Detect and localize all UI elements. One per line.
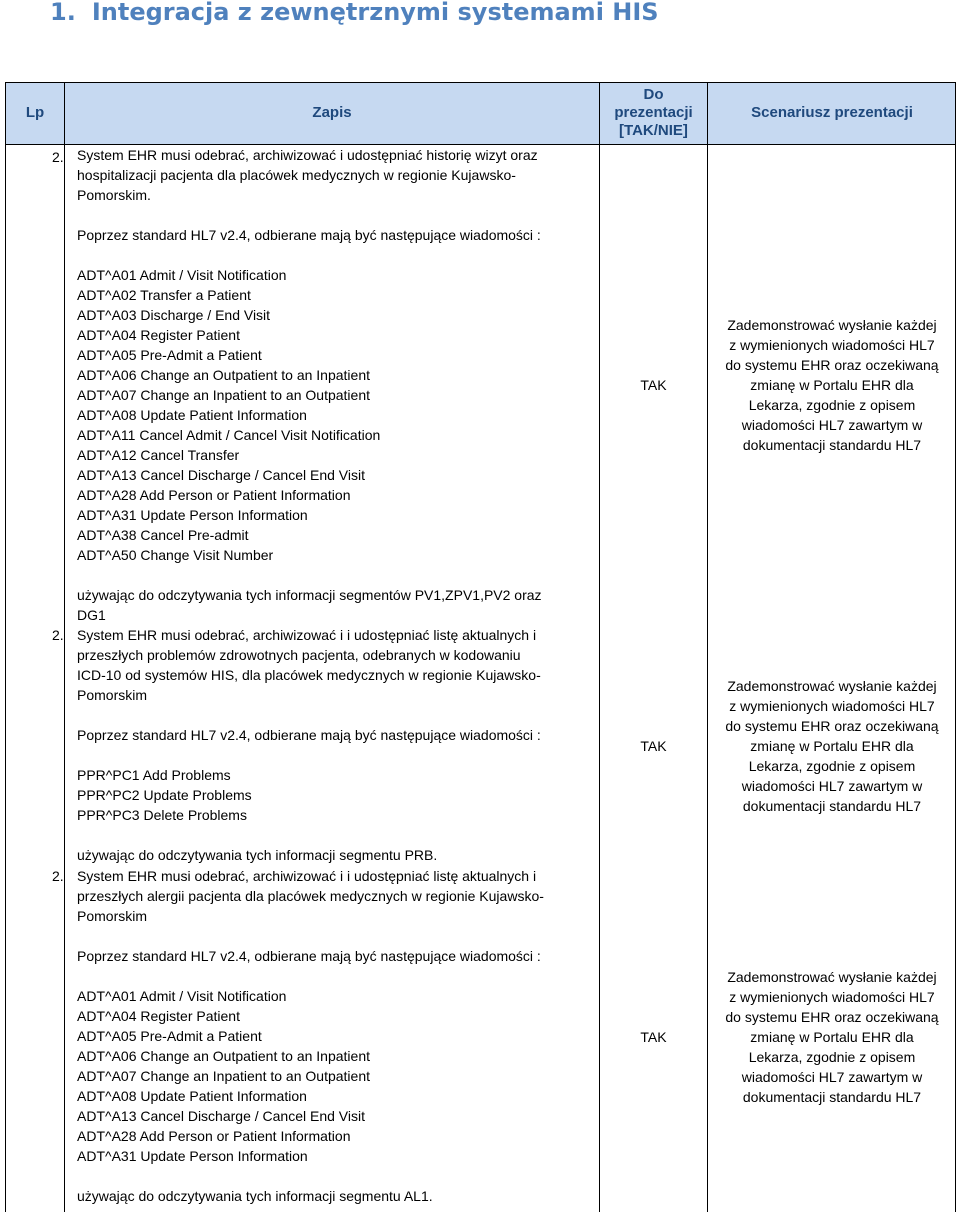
scenario-line: do systemu EHR oraz oczekiwaną bbox=[725, 357, 939, 373]
description-line: ADT^A04 Register Patient bbox=[77, 327, 240, 343]
scenario-line: zmianę w Portalu EHR dla bbox=[750, 1029, 914, 1045]
scenario-line: Zademonstrować wysłanie każdej bbox=[727, 317, 937, 333]
description-line: ADT^A04 Register Patient bbox=[77, 1008, 240, 1024]
scenario-text bbox=[710, 676, 954, 816]
header-do-prezentacji bbox=[600, 86, 707, 140]
description-line: hospitalizacji pacjenta dla placówek medycznych w regionie Kujawsko- bbox=[77, 167, 516, 183]
description-line: ADT^A13 Cancel Discharge / Cancel End Visit bbox=[77, 467, 365, 483]
scenario-line: do systemu EHR oraz oczekiwaną bbox=[725, 1009, 939, 1025]
row-description bbox=[77, 145, 542, 625]
scenario-line: Lekarza, zgodnie z opisem bbox=[748, 397, 916, 413]
scenario-line: wiadomości HL7 zawartym w bbox=[741, 417, 923, 433]
scenario-line: zmianę w Portalu EHR dla bbox=[750, 738, 914, 754]
description-line: ADT^A06 Change an Outpatient to an Inpatient bbox=[77, 1048, 370, 1064]
description-line: używając do odczytywania tych informacji segmentu PRB. bbox=[77, 847, 438, 863]
section-number: 1. bbox=[50, 0, 76, 26]
description-line bbox=[77, 705, 541, 725]
row-number: 2. bbox=[52, 868, 64, 884]
description-line: Poprzez standard HL7 v2.4, odbierane mają być następujące wiadomości : bbox=[77, 948, 541, 964]
scenario-line: do systemu EHR oraz oczekiwaną bbox=[725, 718, 939, 734]
description-line bbox=[77, 1166, 544, 1186]
scenario-line: z wymienionych wiadomości HL7 bbox=[729, 337, 935, 353]
description-line bbox=[77, 926, 544, 946]
scenario-line: z wymienionych wiadomości HL7 bbox=[729, 989, 935, 1005]
description-line: ADT^A38 Cancel Pre-admit bbox=[77, 527, 249, 543]
header-do-prezentacji-line: [TAK/NIE] bbox=[619, 122, 688, 139]
scenario-line: Zademonstrować wysłanie każdej bbox=[727, 678, 937, 694]
scenario-line: z wymienionych wiadomości HL7 bbox=[729, 698, 935, 714]
scenario-text bbox=[710, 967, 954, 1107]
description-line: ADT^A03 Discharge / End Visit bbox=[77, 307, 271, 323]
description-line: ADT^A50 Change Visit Number bbox=[77, 547, 274, 563]
scenario-line: Lekarza, zgodnie z opisem bbox=[748, 758, 916, 774]
scenario-line: Lekarza, zgodnie z opisem bbox=[748, 1049, 916, 1065]
description-line: używając do odczytywania tych informacji segmentu AL1. bbox=[77, 1188, 433, 1204]
description-line: ADT^A13 Cancel Discharge / Cancel End Visit bbox=[77, 1108, 365, 1124]
description-line: ADT^A05 Pre-Admit a Patient bbox=[77, 347, 262, 363]
description-line: Pomorskim bbox=[77, 687, 148, 703]
scenario-line: zmianę w Portalu EHR dla bbox=[750, 377, 914, 393]
description-line: ADT^A12 Cancel Transfer bbox=[77, 447, 240, 463]
description-line bbox=[77, 205, 542, 225]
section-title: Integracja z zewnętrznymi systemami HIS bbox=[91, 0, 659, 26]
section-heading bbox=[50, 0, 659, 26]
description-line: ADT^A31 Update Person Information bbox=[77, 507, 308, 523]
description-line: ADT^A05 Pre-Admit a Patient bbox=[77, 1028, 262, 1044]
description-line: PPR^PC2 Update Problems bbox=[77, 787, 252, 803]
description-line: ADT^A01 Admit / Visit Notification bbox=[77, 267, 287, 283]
column-divider bbox=[707, 82, 708, 1212]
description-line: Poprzez standard HL7 v2.4, odbierane mają być następujące wiadomości : bbox=[77, 227, 541, 243]
description-line: ADT^A28 Add Person or Patient Information bbox=[77, 487, 351, 503]
row-description bbox=[77, 625, 541, 865]
scenario-line: Zademonstrować wysłanie każdej bbox=[727, 969, 937, 985]
header-scenariusz: Scenariusz prezentacji bbox=[751, 104, 913, 121]
scenario-text bbox=[710, 315, 954, 455]
header-zapis: Zapis bbox=[312, 104, 352, 121]
description-line: System EHR musi odebrać, archiwizować i udostępniać historię wizyt oraz bbox=[77, 147, 538, 163]
description-line: System EHR musi odebrać, archiwizować i i udostępniać listę aktualnych i bbox=[77, 627, 537, 643]
scenario-line: dokumentacji standardu HL7 bbox=[742, 437, 922, 453]
row-description bbox=[77, 866, 544, 1206]
description-line: ADT^A06 Change an Outpatient to an Inpatient bbox=[77, 367, 370, 383]
header-lp: Lp bbox=[25, 104, 45, 121]
description-line bbox=[77, 245, 542, 265]
description-line: Poprzez standard HL7 v2.4, odbierane mają być następujące wiadomości : bbox=[77, 727, 541, 743]
description-line: Pomorskim. bbox=[77, 187, 151, 203]
scenario-line: dokumentacji standardu HL7 bbox=[742, 798, 922, 814]
description-line bbox=[77, 565, 542, 585]
scenario-line: dokumentacji standardu HL7 bbox=[742, 1089, 922, 1105]
description-line: PPR^PC1 Add Problems bbox=[77, 767, 231, 783]
description-line: ADT^A11 Cancel Admit / Cancel Visit Notification bbox=[77, 427, 381, 443]
presentation-flag: TAK bbox=[640, 377, 667, 393]
description-line: ADT^A31 Update Person Information bbox=[77, 1148, 308, 1164]
presentation-flag: TAK bbox=[640, 738, 667, 754]
column-divider bbox=[64, 82, 65, 1212]
description-line: ADT^A02 Transfer a Patient bbox=[77, 287, 251, 303]
row-number: 2. bbox=[52, 627, 64, 643]
description-line: DG1 bbox=[77, 607, 106, 623]
presentation-flag: TAK bbox=[640, 1029, 667, 1045]
scenario-line: wiadomości HL7 zawartym w bbox=[741, 1069, 923, 1085]
description-line bbox=[77, 745, 541, 765]
description-line: ADT^A07 Change an Inpatient to an Outpatient bbox=[77, 387, 370, 403]
description-line: przeszłych problemów zdrowotnych pacjenta, odebranych w kodowaniu bbox=[77, 647, 521, 663]
description-line: ADT^A07 Change an Inpatient to an Outpatient bbox=[77, 1068, 370, 1084]
description-line bbox=[77, 825, 541, 845]
description-line: Pomorskim bbox=[77, 908, 148, 924]
description-line: System EHR musi odebrać, archiwizować i i udostępniać listę aktualnych i bbox=[77, 868, 537, 884]
description-line: ICD-10 od systemów HIS, dla placówek medycznych w regionie Kujawsko- bbox=[77, 667, 541, 683]
description-line: ADT^A08 Update Patient Information bbox=[77, 407, 307, 423]
header-do-prezentacji-line: prezentacji bbox=[614, 104, 693, 121]
description-line: przeszłych alergii pacjenta dla placówek medycznych w regionie Kujawsko- bbox=[77, 888, 544, 904]
row-number: 2. bbox=[52, 149, 64, 165]
description-line: ADT^A28 Add Person or Patient Information bbox=[77, 1128, 351, 1144]
description-line: ADT^A01 Admit / Visit Notification bbox=[77, 988, 287, 1004]
description-line: używając do odczytywania tych informacji segmentów PV1,ZPV1,PV2 oraz bbox=[77, 587, 542, 603]
description-line: ADT^A08 Update Patient Information bbox=[77, 1088, 307, 1104]
description-line: PPR^PC3 Delete Problems bbox=[77, 807, 247, 823]
header-do-prezentacji-line: Do bbox=[643, 86, 664, 103]
description-line bbox=[77, 966, 544, 986]
scenario-line: wiadomości HL7 zawartym w bbox=[741, 778, 923, 794]
